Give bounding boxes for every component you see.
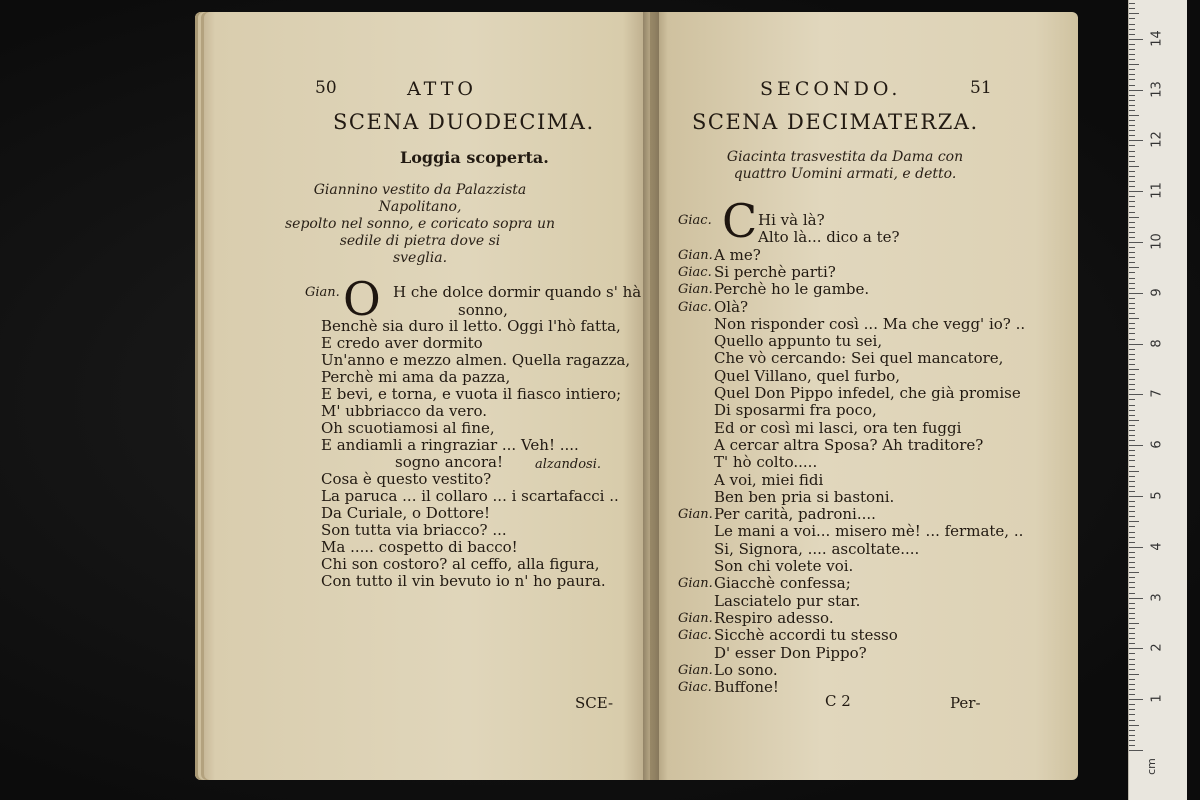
ruler-tick bbox=[1129, 593, 1135, 594]
dialogue-line: D' esser Don Pippo? bbox=[714, 644, 867, 662]
signature-mark: C 2 bbox=[825, 692, 851, 710]
measuring-ruler bbox=[1128, 0, 1187, 800]
ruler-tick bbox=[1129, 557, 1135, 558]
ruler-tick bbox=[1129, 704, 1135, 705]
ruler-tick bbox=[1129, 100, 1135, 101]
ruler-number: 3 bbox=[1149, 592, 1165, 602]
ruler-tick bbox=[1129, 521, 1139, 522]
ruler-tick bbox=[1129, 166, 1139, 167]
dialogue-line: Olà? bbox=[714, 298, 749, 316]
ruler-tick bbox=[1129, 354, 1135, 355]
open-book bbox=[195, 12, 1080, 780]
ruler-tick bbox=[1129, 466, 1135, 467]
stage-line: sveglia. bbox=[392, 250, 448, 266]
ruler-tick bbox=[1129, 618, 1135, 619]
ruler-tick bbox=[1129, 582, 1135, 583]
ruler-tick bbox=[1129, 242, 1143, 243]
ruler-number: 12 bbox=[1149, 131, 1165, 149]
ruler-tick bbox=[1129, 206, 1135, 207]
dialogue-line: Si, Signora, .... ascoltate.... bbox=[714, 540, 920, 558]
stage-line: Giacinta trasvestita da Dama con bbox=[726, 149, 964, 165]
ruler-tick bbox=[1129, 547, 1143, 548]
stage-line: sepolto nel sonno, e coricato sopra un bbox=[284, 216, 555, 232]
verse-line: La paruca ... il collaro ... i scartafacci .. bbox=[321, 487, 619, 505]
ruler-tick bbox=[1129, 511, 1135, 512]
ruler-tick bbox=[1129, 562, 1135, 563]
ruler-tick bbox=[1129, 572, 1139, 573]
ruler-tick bbox=[1129, 567, 1135, 568]
dialogue-line: Quel Don Pippo infedel, che già promise bbox=[714, 384, 1021, 402]
ruler-tick bbox=[1129, 283, 1135, 284]
ruler-tick bbox=[1129, 455, 1135, 456]
ruler-tick bbox=[1129, 49, 1135, 50]
speaker-label: Giac. bbox=[678, 300, 712, 315]
verse-line: Con tutto il vin bevuto io n' ho paura. bbox=[321, 572, 606, 590]
ruler-tick bbox=[1129, 740, 1135, 741]
ruler-tick bbox=[1129, 135, 1135, 136]
ruler-tick bbox=[1129, 471, 1139, 472]
ruler-tick bbox=[1129, 298, 1135, 299]
verse-line: Da Curiale, o Dottore! bbox=[321, 504, 491, 522]
ruler-tick bbox=[1129, 420, 1139, 421]
drop-cap-right: C bbox=[722, 194, 758, 248]
ruler-tick bbox=[1129, 196, 1135, 197]
verse-line: E bevi, e torna, e vuota il fiasco intiero; bbox=[321, 385, 622, 403]
ruler-tick bbox=[1129, 679, 1135, 680]
right-page bbox=[650, 12, 1078, 780]
ruler-tick bbox=[1129, 653, 1135, 654]
ruler-tick bbox=[1129, 90, 1143, 91]
ruler-tick bbox=[1129, 252, 1135, 253]
ruler-tick bbox=[1129, 435, 1135, 436]
ruler-tick bbox=[1129, 44, 1135, 45]
ruler-tick bbox=[1129, 648, 1143, 649]
ruler-tick bbox=[1129, 638, 1135, 639]
ruler-tick bbox=[1129, 212, 1135, 213]
ruler-tick bbox=[1129, 674, 1139, 675]
speaker-label: Gian. bbox=[678, 282, 713, 297]
verse-line: E credo aver dormito bbox=[321, 334, 483, 352]
ruler-tick bbox=[1129, 54, 1135, 55]
ruler-tick bbox=[1129, 394, 1143, 395]
dialogue-line: Buffone! bbox=[714, 678, 779, 696]
ruler-tick bbox=[1129, 405, 1135, 406]
ruler-tick bbox=[1129, 369, 1139, 370]
ruler-number: 14 bbox=[1149, 30, 1165, 47]
verse-line: Oh scuotiamosi al fine, bbox=[321, 419, 495, 437]
ruler-number: 6 bbox=[1149, 440, 1165, 449]
ruler-tick bbox=[1129, 323, 1135, 324]
ruler-tick bbox=[1129, 130, 1135, 131]
ruler-tick bbox=[1129, 415, 1135, 416]
ruler-tick bbox=[1129, 699, 1143, 700]
ruler-tick bbox=[1129, 552, 1135, 553]
dialogue-line: Si perchè parti? bbox=[714, 263, 836, 281]
ruler-tick bbox=[1129, 689, 1135, 690]
speaker-label: Gian. bbox=[678, 576, 713, 591]
ruler-tick bbox=[1129, 430, 1135, 431]
ruler-tick bbox=[1129, 709, 1135, 710]
ruler-tick bbox=[1129, 537, 1135, 538]
dialogue-line: Ed or così mi lasci, ora ten fuggi bbox=[714, 419, 962, 437]
ruler-tick bbox=[1129, 39, 1143, 40]
ruler-tick bbox=[1129, 506, 1135, 507]
ruler-tick bbox=[1129, 364, 1135, 365]
ruler-tick bbox=[1129, 577, 1135, 578]
ruler-tick bbox=[1129, 730, 1135, 731]
ruler-tick bbox=[1129, 476, 1135, 477]
ruler-tick bbox=[1129, 257, 1135, 258]
ruler-tick bbox=[1129, 308, 1135, 309]
ruler-tick bbox=[1129, 379, 1135, 380]
ruler-tick bbox=[1129, 669, 1135, 670]
ruler-tick bbox=[1129, 399, 1135, 400]
ruler-tick bbox=[1129, 389, 1135, 390]
ruler-tick bbox=[1129, 262, 1135, 263]
ruler-tick bbox=[1129, 24, 1135, 25]
ruler-tick bbox=[1129, 18, 1135, 19]
ruler-number: 11 bbox=[1149, 182, 1165, 199]
ruler-tick bbox=[1129, 69, 1135, 70]
speaker-label: Giac. bbox=[678, 213, 712, 228]
ruler-tick bbox=[1129, 313, 1135, 314]
ruler-tick bbox=[1129, 227, 1135, 228]
ruler-number: 9 bbox=[1149, 288, 1165, 297]
ruler-number: 10 bbox=[1149, 233, 1165, 250]
speaker-label: Gian. bbox=[678, 507, 713, 522]
scene-title-left: SCENA DUODECIMA. bbox=[333, 110, 595, 134]
dialogue-line: Di sposarmi fra poco, bbox=[714, 401, 877, 419]
ruler-tick bbox=[1129, 288, 1135, 289]
verse-line: H che dolce dormir quando s' hà bbox=[393, 283, 642, 301]
ruler-tick bbox=[1129, 720, 1135, 721]
ruler-tick bbox=[1129, 303, 1135, 304]
ruler-tick bbox=[1129, 603, 1135, 604]
book-gutter bbox=[643, 12, 659, 780]
dialogue-line: Per carità, padroni.... bbox=[714, 505, 876, 523]
ruler-tick bbox=[1129, 105, 1135, 106]
page-number-left: 50 bbox=[315, 78, 337, 98]
dialogue-line: Sicchè accordi tu stesso bbox=[714, 626, 898, 644]
dialogue-line: Perchè ho le gambe. bbox=[714, 280, 870, 298]
speaker-label: Gian. bbox=[678, 663, 713, 678]
ruler-tick bbox=[1129, 349, 1135, 350]
ruler-tick bbox=[1129, 333, 1135, 334]
ruler-tick bbox=[1129, 79, 1135, 80]
ruler-tick bbox=[1129, 217, 1139, 218]
ruler-number: 13 bbox=[1149, 80, 1165, 98]
ruler-tick bbox=[1129, 526, 1135, 527]
ruler-tick bbox=[1129, 745, 1135, 746]
ruler-number: 1 bbox=[1149, 694, 1165, 703]
ruler-tick bbox=[1129, 29, 1135, 30]
location-heading: Loggia scoperta. bbox=[400, 148, 549, 167]
ruler-tick bbox=[1129, 95, 1135, 96]
ruler-tick bbox=[1129, 201, 1135, 202]
dialogue-line: Che vò cercando: Sei quel mancatore, bbox=[714, 349, 1004, 367]
ruler-tick bbox=[1129, 659, 1135, 660]
ruler-tick bbox=[1129, 344, 1143, 345]
ruler-tick bbox=[1129, 247, 1135, 248]
dialogue-line: Lasciatelo pur star. bbox=[714, 592, 861, 610]
ruler-tick bbox=[1129, 176, 1135, 177]
dialogue-line: A cercar altra Sposa? Ah traditore? bbox=[714, 436, 984, 454]
ruler-number: 7 bbox=[1149, 389, 1165, 399]
ruler-tick bbox=[1129, 237, 1135, 238]
dialogue-line: Alto là... dico a te? bbox=[758, 228, 900, 246]
stage-direction-right bbox=[700, 149, 990, 183]
speaker-label: Giac. bbox=[678, 680, 712, 695]
scene-title-right: SCENA DECIMATERZA. bbox=[692, 110, 979, 134]
verse-line: Perchè mi ama da pazza, bbox=[321, 368, 511, 386]
ruler-tick bbox=[1129, 59, 1135, 60]
ruler-tick bbox=[1129, 496, 1143, 497]
ruler-tick bbox=[1129, 171, 1135, 172]
ruler-tick bbox=[1129, 633, 1135, 634]
dialogue-line: Giacchè confessa; bbox=[714, 574, 851, 592]
ruler-tick bbox=[1129, 85, 1135, 86]
ruler-tick bbox=[1129, 410, 1135, 411]
ruler-tick bbox=[1129, 750, 1143, 751]
dialogue-line: A me? bbox=[714, 246, 761, 264]
ruler-tick bbox=[1129, 623, 1139, 624]
dialogue-line: Quel Villano, quel furbo, bbox=[714, 367, 901, 385]
verse-line: M' ubbriacco da vero. bbox=[321, 402, 487, 420]
verse-line: Un'anno e mezzo almen. Quella ragazza, bbox=[321, 351, 631, 369]
ruler-tick bbox=[1129, 181, 1135, 182]
ruler-tick bbox=[1129, 643, 1135, 644]
ruler-unit-label: cm bbox=[1144, 758, 1158, 775]
ruler-tick bbox=[1129, 8, 1135, 9]
ruler-tick bbox=[1129, 684, 1135, 685]
ruler-tick bbox=[1129, 222, 1135, 223]
ruler-tick bbox=[1129, 13, 1139, 14]
verse-line: sonno, bbox=[458, 301, 508, 319]
ruler-tick bbox=[1129, 374, 1135, 375]
stage-line: sedile di pietra dove si bbox=[339, 233, 501, 249]
dialogue-line: Quello appunto tu sei, bbox=[714, 332, 883, 350]
ruler-tick bbox=[1129, 191, 1143, 192]
ruler-tick bbox=[1129, 120, 1135, 121]
ruler-tick bbox=[1129, 481, 1135, 482]
ruler-tick bbox=[1129, 272, 1135, 273]
ruler-tick bbox=[1129, 232, 1135, 233]
speaker-label: Gian. bbox=[305, 285, 340, 300]
drop-cap-left: O bbox=[343, 272, 381, 326]
ruler-tick bbox=[1129, 110, 1135, 111]
ruler-tick bbox=[1129, 140, 1143, 141]
ruler-tick bbox=[1129, 628, 1135, 629]
page-number-right: 51 bbox=[970, 78, 992, 98]
ruler-tick bbox=[1129, 339, 1135, 340]
ruler-tick bbox=[1129, 64, 1139, 65]
catchword-left: SCE- bbox=[575, 694, 614, 712]
verse-line: sogno ancora! bbox=[395, 453, 503, 471]
ruler-tick bbox=[1129, 445, 1143, 446]
dialogue-line: Le mani a voi... misero mè! ... fermate, .. bbox=[714, 522, 1024, 540]
running-head-right: SECONDO. bbox=[760, 78, 902, 100]
verse-line: Chi son costoro? al ceffo, alla figura, bbox=[321, 555, 600, 573]
ruler-tick bbox=[1129, 714, 1135, 715]
ruler-tick bbox=[1129, 694, 1135, 695]
ruler-tick bbox=[1129, 161, 1135, 162]
ruler-tick bbox=[1129, 328, 1135, 329]
ruler-tick bbox=[1129, 125, 1135, 126]
ruler-number: 8 bbox=[1149, 338, 1165, 348]
ruler-tick bbox=[1129, 186, 1135, 187]
ruler-tick bbox=[1129, 156, 1135, 157]
ruler-tick bbox=[1129, 278, 1135, 279]
dialogue-line: Ben ben pria si bastoni. bbox=[714, 488, 895, 506]
ruler-tick bbox=[1129, 460, 1135, 461]
ruler-tick bbox=[1129, 542, 1135, 543]
ruler-tick bbox=[1129, 587, 1135, 588]
verse-line: Son tutta via briacco? ... bbox=[321, 521, 507, 539]
ruler-tick bbox=[1129, 735, 1135, 736]
ruler-tick bbox=[1129, 151, 1135, 152]
ruler-tick bbox=[1129, 664, 1135, 665]
stage-direction-left bbox=[275, 182, 565, 267]
ruler-tick bbox=[1129, 34, 1135, 35]
ruler-tick bbox=[1129, 3, 1135, 4]
stage-line: Giannino vestito da Palazzista Napolitano, bbox=[313, 182, 527, 215]
ruler-tick bbox=[1129, 425, 1135, 426]
dialogue-line: Lo sono. bbox=[714, 661, 778, 679]
ruler-tick bbox=[1129, 501, 1135, 502]
ruler-tick bbox=[1129, 725, 1139, 726]
left-page bbox=[195, 12, 650, 780]
ruler-tick bbox=[1129, 145, 1135, 146]
ruler-tick bbox=[1129, 293, 1143, 294]
ruler-tick bbox=[1129, 267, 1139, 268]
ruler-tick bbox=[1129, 608, 1135, 609]
dialogue-line: Non risponder così ... Ma che vegg' io? .. bbox=[714, 315, 1026, 333]
ruler-tick bbox=[1129, 318, 1139, 319]
ruler-tick bbox=[1129, 450, 1135, 451]
ruler-number: 5 bbox=[1149, 491, 1165, 500]
dialogue-line: Respiro adesso. bbox=[714, 609, 834, 627]
ruler-tick bbox=[1129, 384, 1135, 385]
catchword-right: Per- bbox=[950, 694, 981, 712]
ruler-tick bbox=[1129, 440, 1135, 441]
verse-line: E andiamli a ringraziar ... Veh! .... bbox=[321, 436, 579, 454]
ruler-number: 2 bbox=[1149, 643, 1165, 653]
ruler-tick bbox=[1129, 598, 1143, 599]
speaker-label: Giac. bbox=[678, 628, 712, 643]
dialogue-line: A voi, miei fidi bbox=[714, 471, 824, 489]
dialogue-line: Son chi volete voi. bbox=[714, 557, 854, 575]
running-head-left: ATTO bbox=[407, 78, 477, 100]
ruler-tick bbox=[1129, 491, 1135, 492]
ruler-tick bbox=[1129, 486, 1135, 487]
ruler-tick bbox=[1129, 74, 1135, 75]
speaker-label: Gian. bbox=[678, 248, 713, 263]
verse-line: Benchè sia duro il letto. Oggi l'hò fatta, bbox=[321, 317, 621, 335]
verse-line: Cosa è questo vestito? bbox=[321, 470, 492, 488]
ruler-tick bbox=[1129, 613, 1135, 614]
stage-line: quattro Uomini armati, e detto. bbox=[733, 166, 957, 182]
ruler-tick bbox=[1129, 359, 1135, 360]
ruler-number: 4 bbox=[1149, 542, 1165, 551]
ruler-tick bbox=[1129, 532, 1135, 533]
verse-line: Ma ..... cospetto di bacco! bbox=[321, 538, 518, 556]
dialogue-line: Hi và là? bbox=[758, 211, 825, 229]
speaker-label: Giac. bbox=[678, 265, 712, 280]
ruler-tick bbox=[1129, 115, 1139, 116]
dialogue-line: T' hò colto..... bbox=[714, 453, 818, 471]
speaker-label: Gian. bbox=[678, 611, 713, 626]
ruler-tick bbox=[1129, 516, 1135, 517]
aside-direction: alzandosi. bbox=[535, 457, 601, 472]
